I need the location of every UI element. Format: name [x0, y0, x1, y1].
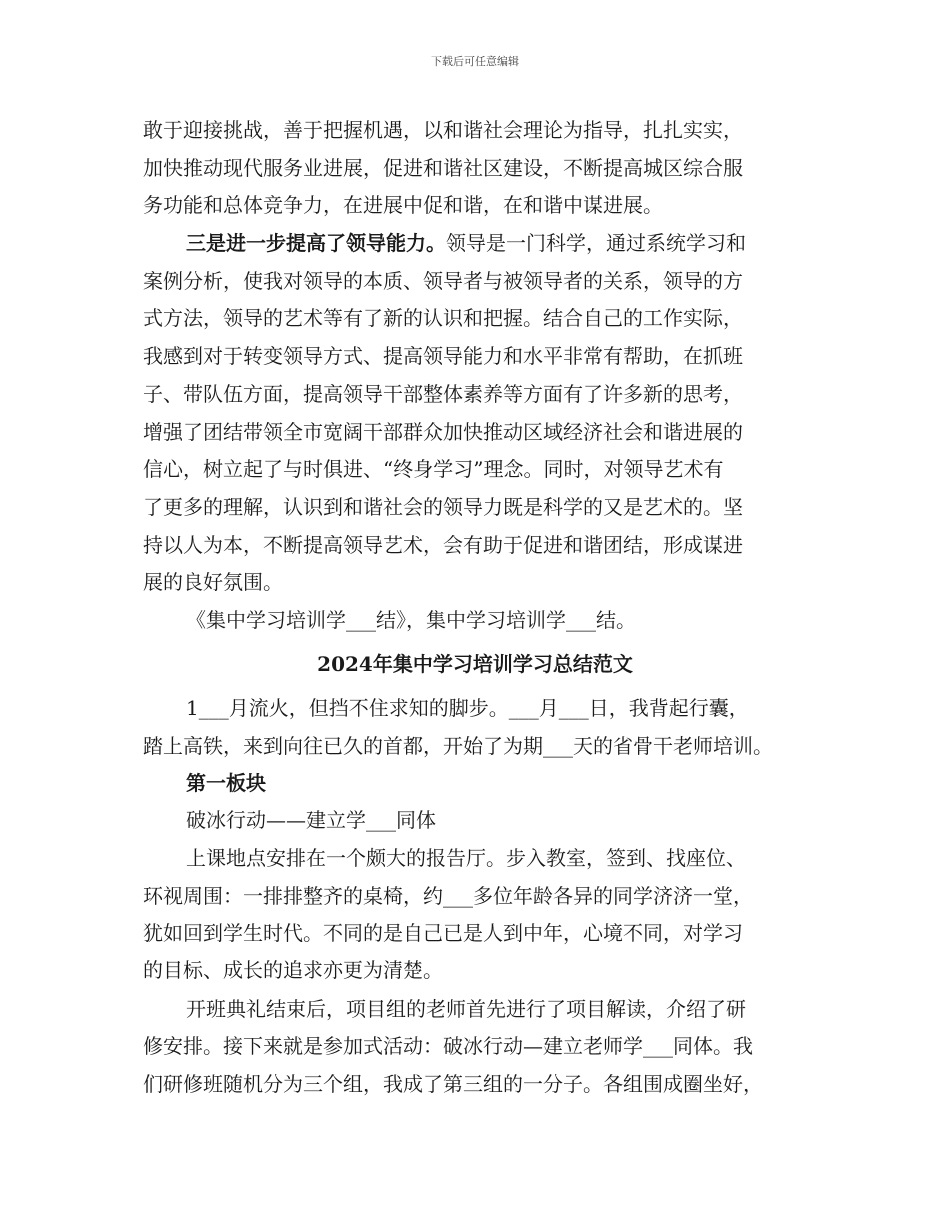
body-line: 持以人为本，不断提高领导艺术，会有助于促进和谐团结，形成谋进	[143, 533, 743, 557]
paragraph-lead-bold: 三是进一步提高了领导能力。	[186, 231, 446, 255]
body-line: 环视周围：一排排整齐的桌椅，约___多位年龄各异的同学济济一堂，	[143, 884, 753, 908]
article-title: 2024年集中学习培训学习总结范文	[317, 652, 633, 676]
body-line: 了更多的理解，认识到和谐社会的领导力既是科学的又是艺术的。坚	[143, 495, 743, 519]
page-header-note: 下载后可任意编辑	[431, 55, 519, 68]
body-line: 修安排。接下来就是参加式活动：破冰行动—建立老师学___同体。我	[143, 1034, 753, 1058]
body-line: 加快推动现代服务业进展，促进和谐社区建设，不断提高城区综合服	[143, 156, 743, 180]
body-line: 子、带队伍方面，提高领导干部整体素养等方面有了许多新的思考，	[143, 382, 743, 406]
intro-line: 踏上高铁，来到向往已久的首都，开始了为期___天的省骨干老师培训。	[143, 734, 773, 758]
body-line: 案例分析，使我对领导的本质、领导者与被领导者的关系，领导的方	[143, 269, 743, 293]
body-line: 展的良好氛围。	[143, 570, 283, 594]
body-line: 上课地点安排在一个颇大的报告厅。步入教室，签到、找座位、	[186, 846, 746, 870]
paragraph-first-line	[186, 229, 836, 257]
body-line: 开班典礼结束后，项目组的老师首先进行了项目解读，介绍了研	[186, 997, 746, 1021]
section-heading: 第一板块	[186, 771, 266, 795]
body-line: 敢于迎接挑战，善于把握机遇，以和谐社会理论为指导，扎扎实实，	[143, 118, 743, 142]
body-line: 我感到对于转变领导方式、提高领导能力和水平非常有帮助，在抓班	[143, 344, 743, 368]
section-subheading: 破冰行动——建立学___同体	[186, 808, 436, 832]
body-line: 们研修班随机分为三个组，我成了第三组的一分子。各组围成圈坐好，	[143, 1072, 763, 1096]
intro-line: 1___月流火，但挡不住求知的脚步。___月___日，我背起行囊，	[186, 696, 749, 720]
body-line: 的目标、成长的追求亦更为清楚。	[143, 958, 443, 982]
closing-line: 《集中学习培训学___结》，集中学习培训学___结。	[186, 608, 636, 632]
body-line: 务功能和总体竞争力，在进展中促和谐，在和谐中谋进展。	[143, 193, 663, 217]
body-line: 信心，树立起了与时俱进、“终身学习”理念。同时，对领导艺术有	[143, 457, 724, 481]
body-line: 式方法，领导的艺术等有了新的认识和把握。结合自己的工作实际，	[143, 306, 743, 330]
body-line: 犹如回到学生时代。不同的是自己已是人到中年，心境不同，对学习	[143, 921, 743, 945]
body-line: 增强了团结带领全市宽阔干部群众加快推动区域经济社会和谐进展的	[143, 420, 743, 444]
paragraph-lead-rest: 领导是一门科学，通过系统学习和	[446, 231, 746, 255]
